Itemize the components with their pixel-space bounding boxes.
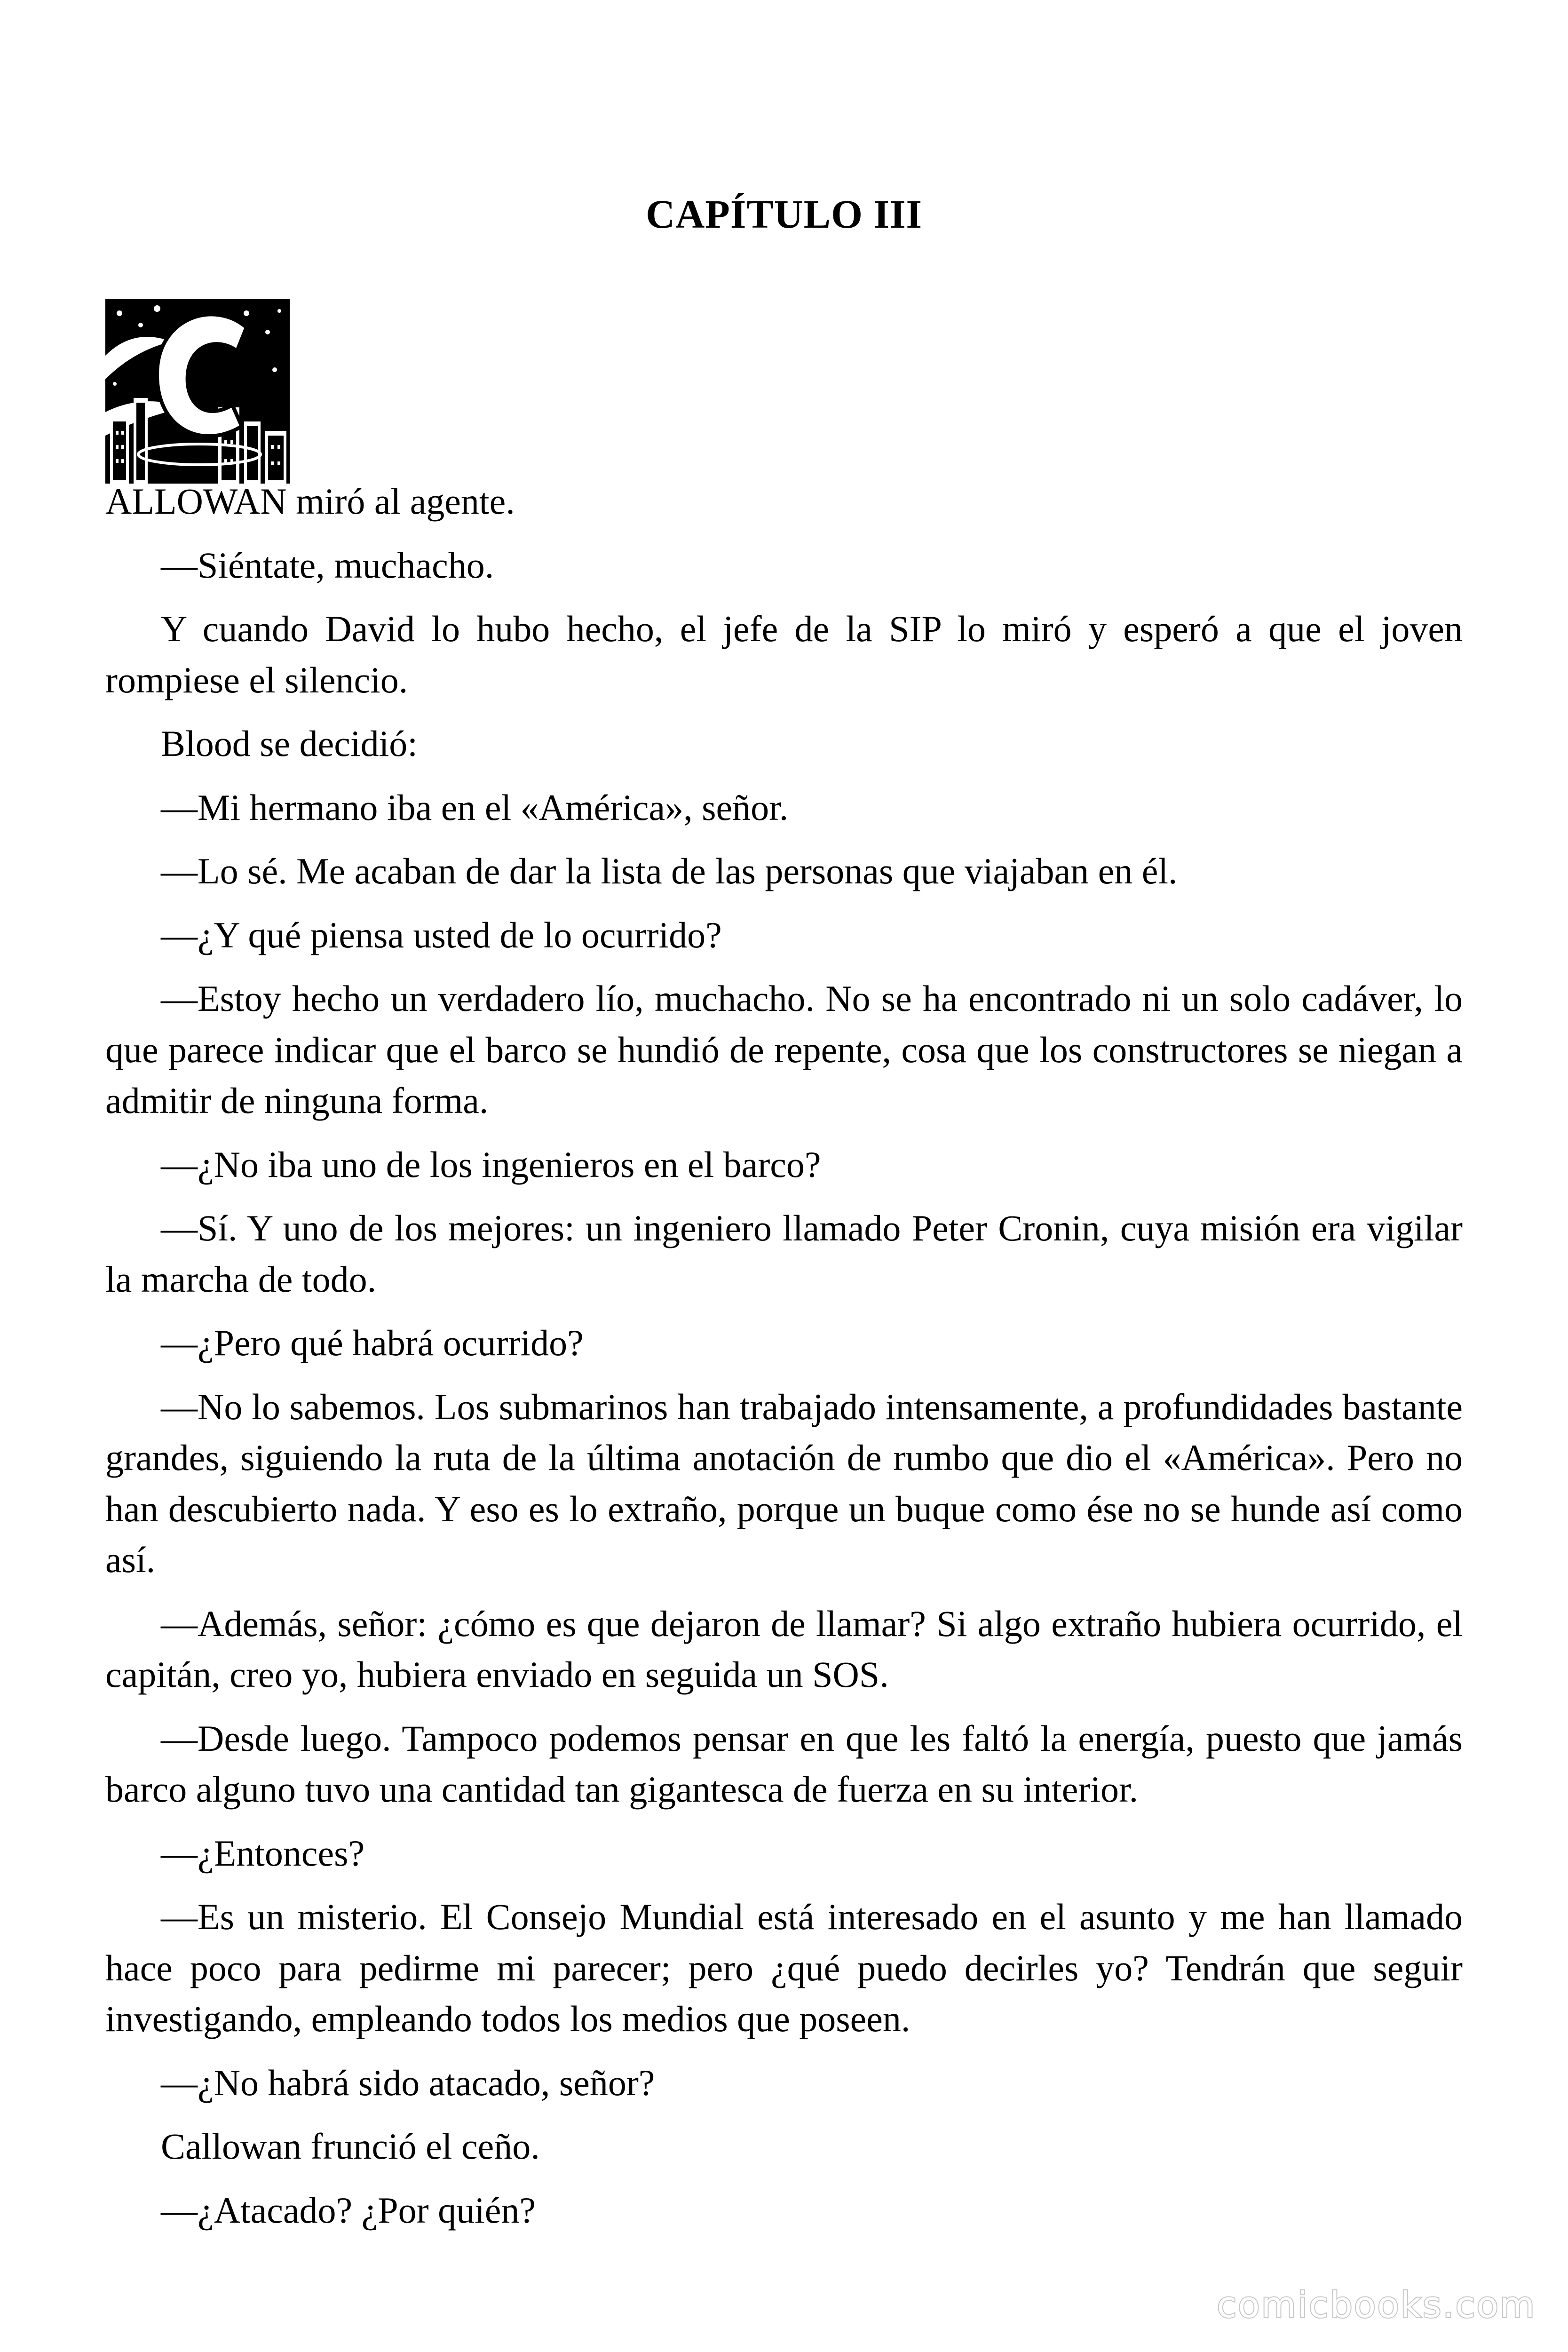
paragraph: Blood se decidió: <box>161 723 418 764</box>
paragraph: —¿Entonces? <box>161 1832 365 1874</box>
paragraph: Y cuando David lo hubo hecho, el jefe de la SIP lo miró y esperó a que el joven rompiese el silencio. <box>105 608 1463 700</box>
paragraph: —¿No iba uno de los ingenieros en el barco? <box>161 1144 821 1185</box>
paragraph: —Siéntate, muchacho. <box>161 544 494 586</box>
paragraph: —Además, señor: ¿cómo es que dejaron de llamar? Si algo extraño hubiera ocurrido, el capitán, creo yo, hubiera enviado en seguida un SOS. <box>105 1603 1463 1695</box>
paragraph: —Es un misterio. El Consejo Mundial está interesado en el asunto y me han llamado hace poco para pedirme mi parecer; pero ¿qué puedo decirles yo? Tendrán que seguir investigando, empleando todos los medios que poseen. <box>105 1896 1463 2039</box>
paragraph: Callowan frunció el ceño. <box>161 2126 540 2167</box>
paragraph: —Desde luego. Tampoco podemos pensar en que les faltó la energía, puesto que jamás barco alguno tuvo una cantidad tan gigantesca de fuerza en su interior. <box>105 1717 1463 1810</box>
paragraph: —Sí. Y uno de los mejores: un ingeniero llamado Peter Cronin, cuya misión era vigilar la marcha de todo. <box>105 1208 1463 1300</box>
paragraph: —Estoy hecho un verdadero lío, muchacho. No se ha encontrado ni un solo cadáver, lo que parece indicar que el barco se hundió de repente, cosa que los constructores se niegan a admitir de ninguna forma. <box>105 978 1463 1121</box>
paragraph: —Mi hermano iba en el «América», señor. <box>161 787 789 828</box>
paragraph: —¿Y qué piensa usted de lo ocurrido? <box>161 914 722 955</box>
paragraph: ALLOWAN miró al agente. <box>105 481 515 522</box>
paragraph: —Lo sé. Me acaban de dar la lista de las personas que viajaban en él. <box>161 850 1178 891</box>
chapter-text <box>105 476 1463 2249</box>
paragraph: —¿No habrá sido atacado, señor? <box>161 2062 655 2103</box>
paragraph: —¿Atacado? ¿Por quién? <box>161 2189 536 2231</box>
chapter-title: CAPÍTULO III <box>646 191 922 237</box>
paragraph: —¿Pero qué habrá ocurrido? <box>161 1322 584 1363</box>
paragraph: —No lo sabemos. Los submarinos han trabajado intensamente, a profundidades bastante grandes, siguiendo la ruta de la última anotación de rumbo que dio el «América». Pero no han descubierto nada. Y eso es lo extraño, porque un buque como ése no se hunde así como así. <box>105 1386 1463 1580</box>
ornamental-drop-cap-icon <box>105 299 290 484</box>
site-watermark: comicbooks.com <box>1217 2284 1536 2326</box>
